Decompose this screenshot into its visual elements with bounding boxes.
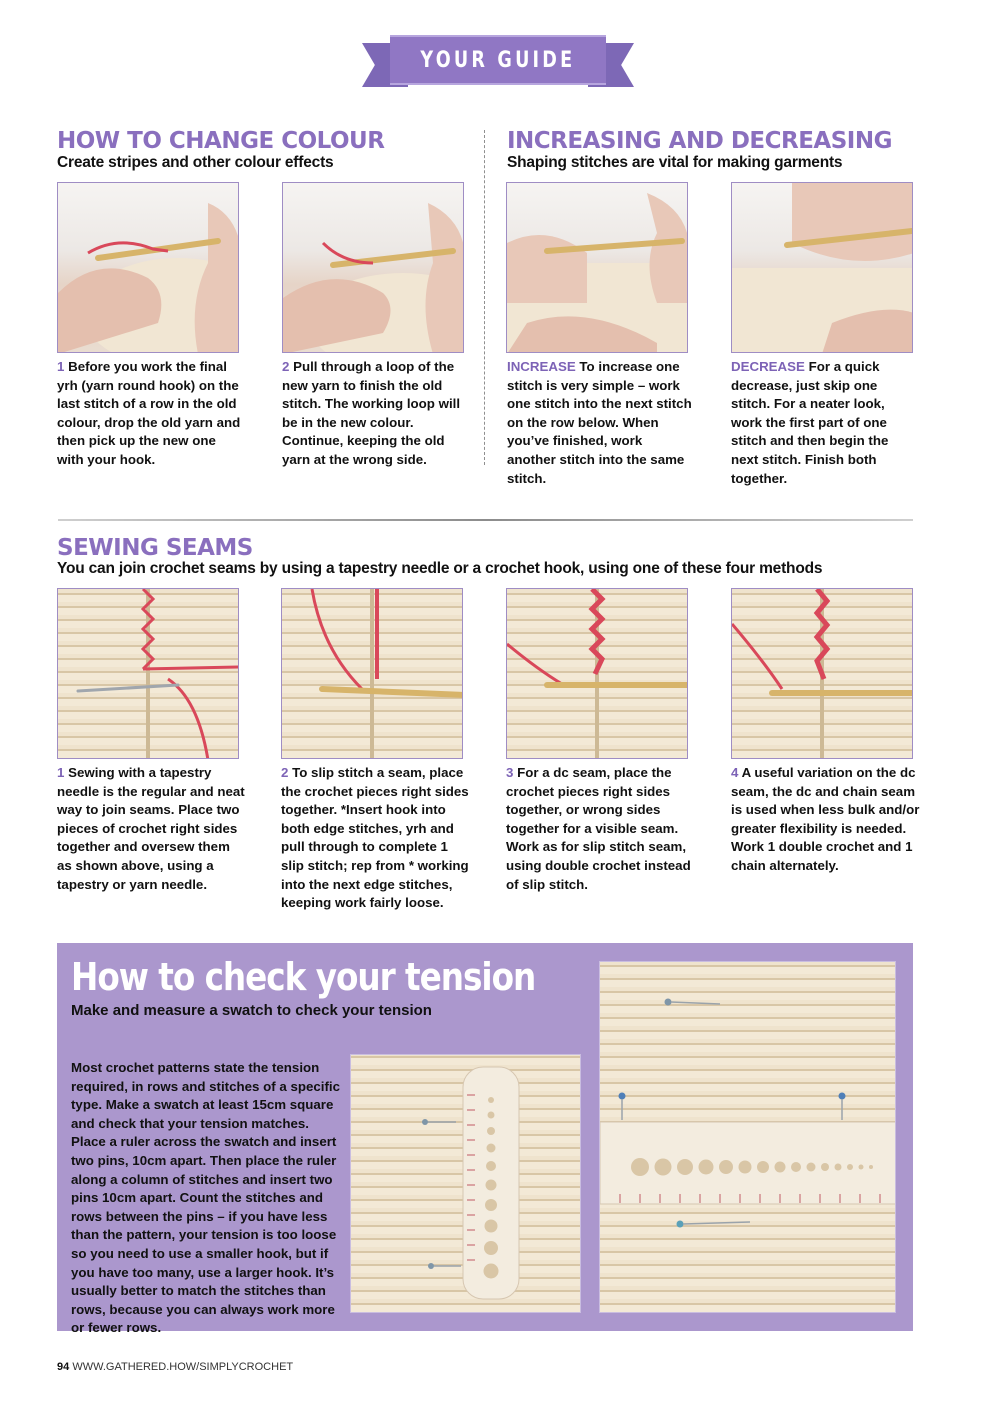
step-text: Before you work the final yrh (yarn round hook) on the last stitch of a row in the old colour, drop the old yarn and then pick up the new one with your hook. — [57, 359, 241, 467]
seam-step-4 — [731, 764, 921, 876]
horizontal-ruler-illustration — [600, 962, 896, 1313]
step-text: To slip stitch a seam, place the crochet pieces right sides together. *Insert hook into both edge stitches, yrh and pull through to complete 1 slip stitch; rep from * working into the next edge stitches, keeping work fairly loose. — [281, 765, 469, 911]
inc-dec-heading: INCREASING AND DECREASING — [507, 128, 892, 154]
hand-hook-illustration — [58, 183, 239, 353]
vertical-ruler-illustration — [351, 1055, 581, 1313]
seam-photo-3 — [506, 588, 688, 759]
step-text: A useful variation on the dc seam, the dc and chain seam is used when less bulk and/or greater flexibility is needed. Work 1 double crochet and 1 chain alternately. — [731, 765, 920, 873]
seam-step-2 — [281, 764, 471, 913]
seam-illustration — [732, 589, 913, 759]
change-colour-step-2 — [282, 358, 467, 470]
footer-url: WWW.GATHERED.HOW/SIMPLYCROCHET — [72, 1361, 294, 1373]
step-number: 1 — [57, 359, 65, 374]
seams-heading: SEWING SEAMS — [57, 535, 253, 561]
page-number: 94 — [57, 1361, 70, 1373]
banner-ribbon — [390, 35, 606, 85]
change-colour-photo-1 — [57, 182, 239, 353]
step-text: Pull through a loop of the new yarn to finish the old stitch. The working loop will be in the new colour. Continue, keeping the old yarn at the wrong side. — [282, 359, 461, 467]
tension-photo-vertical-ruler — [350, 1054, 581, 1313]
seam-step-1 — [57, 764, 247, 894]
seams-subheading: You can join crochet seams by using a tapestry needle or a crochet hook, using one of these four methods — [57, 560, 823, 577]
change-colour-subheading: Create stripes and other colour effects — [57, 154, 334, 171]
hand-hook-illustration — [283, 183, 464, 353]
step-number: 2 — [281, 765, 289, 780]
page-footer — [57, 1361, 293, 1373]
seam-illustration — [282, 589, 463, 759]
banner-label: YOUR GUIDE — [420, 47, 576, 73]
tension-panel — [57, 943, 913, 1336]
seam-photo-2 — [281, 588, 463, 759]
tension-subheading: Make and measure a swatch to check your tension — [71, 1002, 432, 1019]
step-text: To increase one stitch is very simple – work one stitch into the next stitch on the row below. When you’ve finished, work another stitch into the same stitch. — [507, 359, 692, 486]
step-text: For a quick decrease, just skip one stitch. For a neater look, work the first part of one stitch and then begin the next stitch. Finish both together. — [731, 359, 889, 486]
seam-illustration — [58, 589, 239, 759]
step-text: Sewing with a tapestry needle is the regular and neat way to join seams. Place two pieces of crochet right sides together and oversew them as shown above, using a tapestry or yarn needle. — [57, 765, 245, 892]
seam-photo-1 — [57, 588, 239, 759]
section-divider — [58, 519, 913, 521]
change-colour-step-1 — [57, 358, 242, 470]
tension-photo-horizontal-ruler — [599, 961, 896, 1313]
decrease-step — [731, 358, 916, 488]
increase-step — [507, 358, 692, 488]
step-number: 4 — [731, 765, 739, 780]
step-number: 3 — [506, 765, 514, 780]
step-number: 2 — [282, 359, 290, 374]
tension-title: How to check your tension — [71, 955, 536, 999]
increase-photo — [506, 182, 688, 353]
column-divider — [484, 130, 485, 465]
step-keyword: DECREASE — [731, 359, 805, 374]
inc-dec-subheading: Shaping stitches are vital for making garments — [507, 154, 843, 171]
change-colour-photo-2 — [282, 182, 464, 353]
seam-illustration — [507, 589, 688, 759]
hand-hook-illustration — [507, 183, 688, 353]
step-keyword: INCREASE — [507, 359, 576, 374]
seam-photo-4 — [731, 588, 913, 759]
step-text: For a dc seam, place the crochet pieces right sides together, or wrong sides together for a visible seam. Work as for slip stitch seam, using double crochet instead of slip stitch. — [506, 765, 691, 892]
section-banner — [362, 35, 634, 93]
change-colour-heading: HOW TO CHANGE COLOUR — [57, 128, 385, 154]
step-number: 1 — [57, 765, 65, 780]
decrease-photo — [731, 182, 913, 353]
tension-body: Most crochet patterns state the tension required, in rows and stitches of a specific type. Make a swatch at least 15cm square and check that your tension matches. Place a ruler across the swatch and insert two pins, 10cm apart. Then place the ruler along a column of stitches and insert two pins 10cm apart. Count the stitches and rows between the pins – if you have less than the pattern, your tension is too loose so you need to use a smaller hook, but if you have too many, use a larger hook. It’s usually better to match the stitches than rows, because you can always work more or fewer rows. — [71, 1060, 340, 1336]
hand-hook-illustration — [732, 183, 913, 353]
seam-step-3 — [506, 764, 696, 894]
